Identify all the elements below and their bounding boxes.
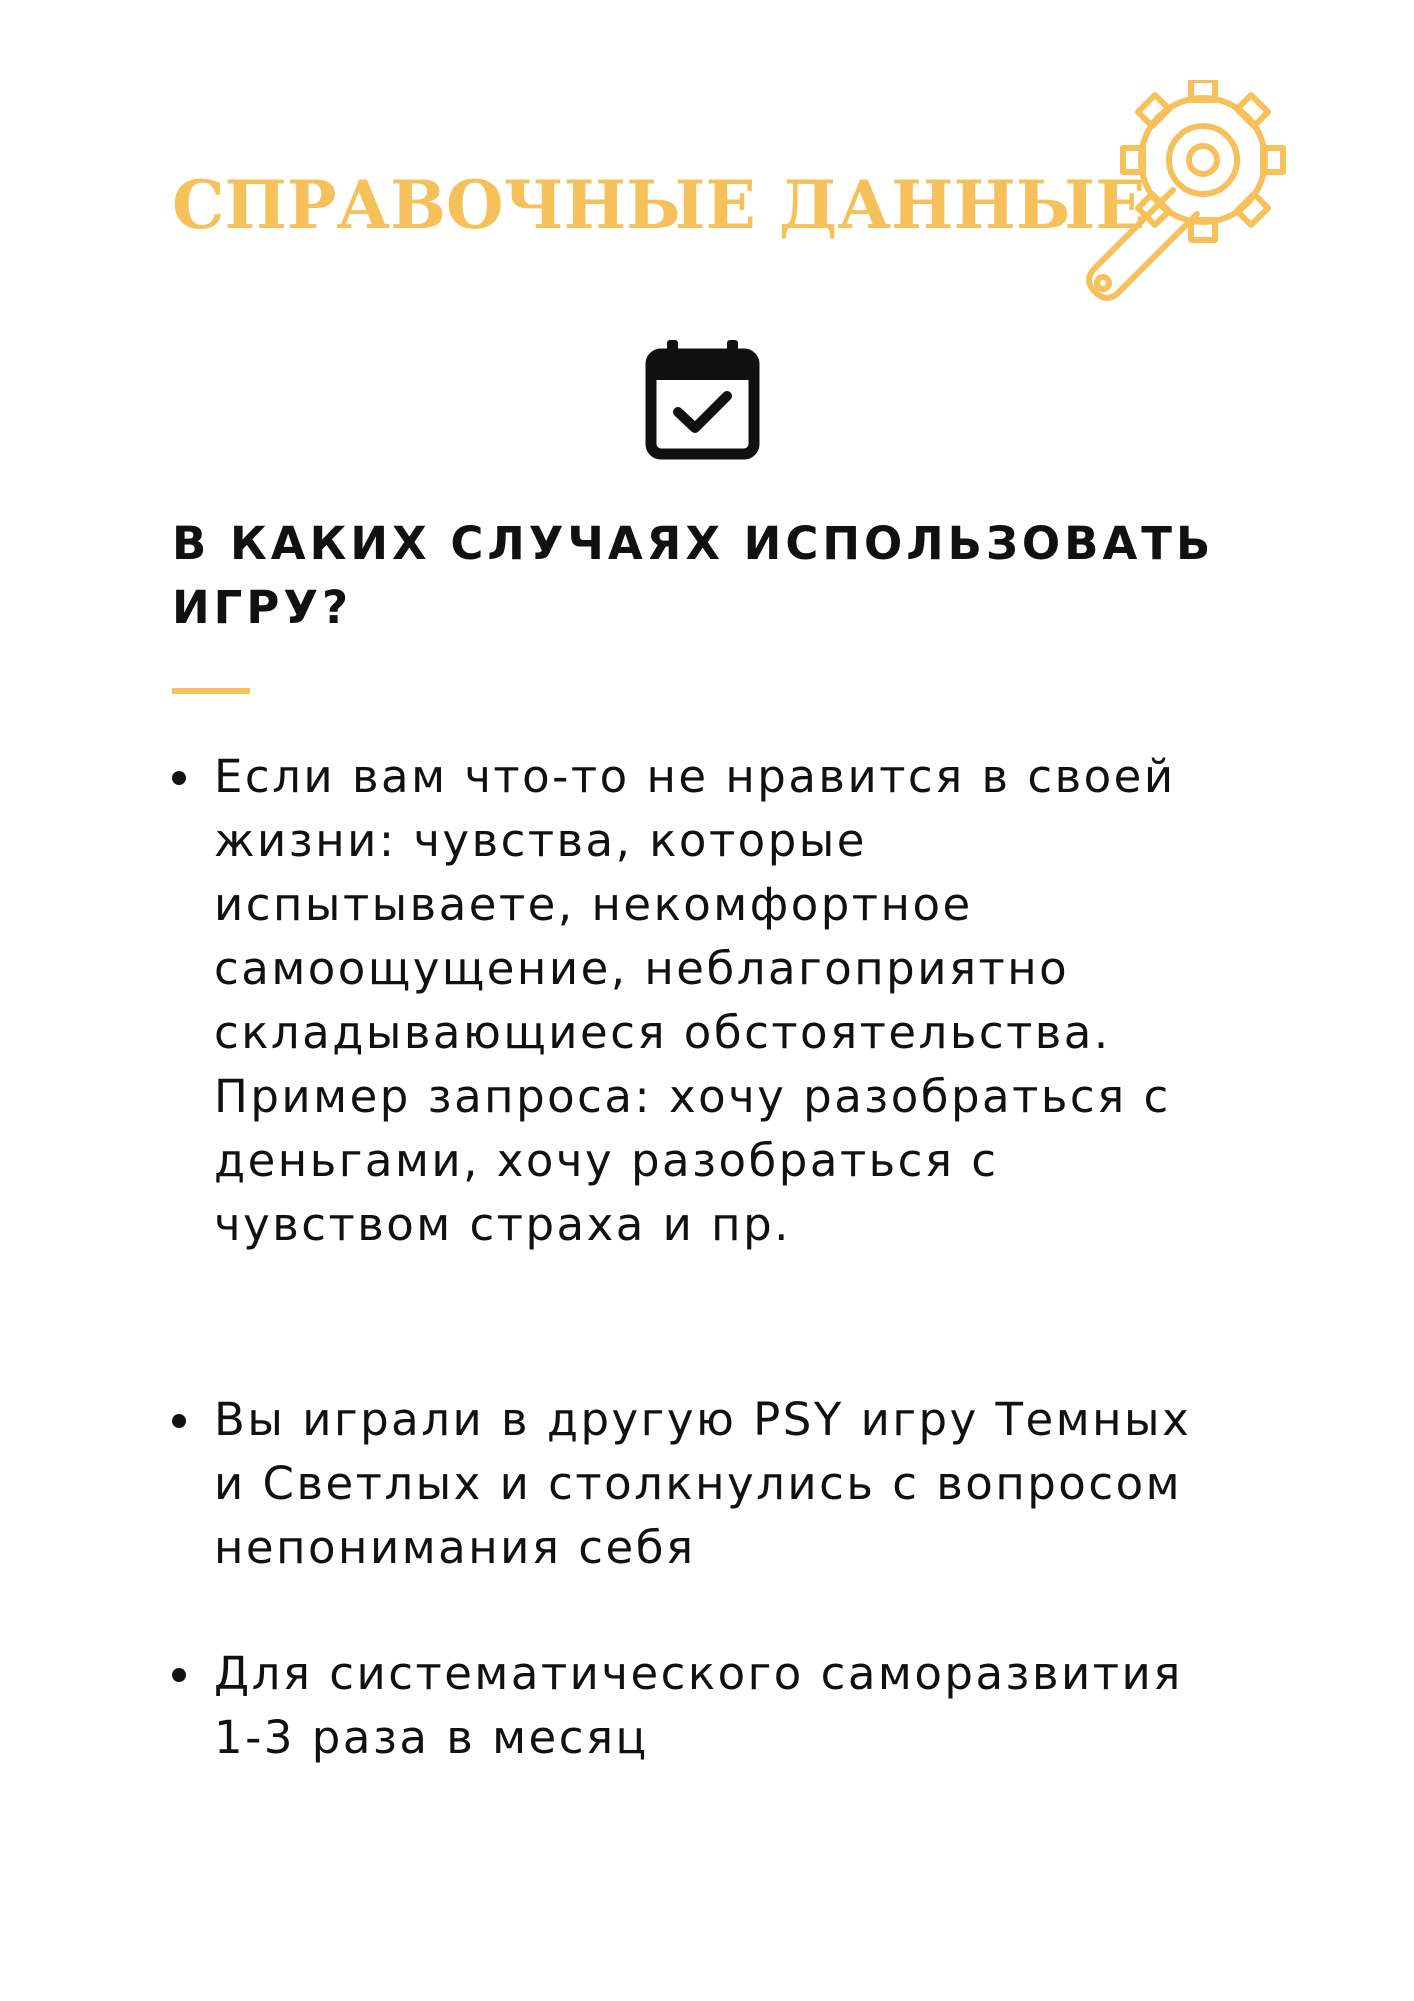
page-title: СПРАВОЧНЫЕ ДАННЫЕ bbox=[172, 166, 1146, 244]
list-item-line: Вы играли в другую PSY игру Темных bbox=[214, 1393, 1192, 1446]
list-item-text bbox=[214, 745, 1344, 1257]
list-item-text bbox=[214, 1642, 1344, 1770]
list-item-text bbox=[214, 1388, 1344, 1580]
section-heading bbox=[172, 512, 1322, 640]
list-item-line: непонимания себя bbox=[214, 1521, 696, 1574]
list-item-line: самоощущение, неблагоприятно bbox=[214, 942, 1070, 995]
list-item-line: чувством страха и пр. bbox=[214, 1198, 791, 1251]
list-item-line: складывающиеся обстоятельства. bbox=[214, 1006, 1111, 1059]
list-item-line: деньгами, хочу разобраться с bbox=[214, 1134, 999, 1187]
gear-wrench-icon bbox=[1065, 80, 1315, 315]
list-item-line: 1-3 раза в месяц bbox=[214, 1711, 649, 1764]
accent-divider bbox=[172, 688, 250, 694]
list-item-line: жизни: чувства, которые bbox=[214, 814, 867, 867]
section-heading-line: ИГРУ? bbox=[172, 581, 353, 634]
list-item-line: Если вам что-то не нравится в своей bbox=[214, 750, 1176, 803]
list-item-line: Для систематического саморазвития bbox=[214, 1647, 1183, 1700]
list-item-line: Пример запроса: хочу разобраться с bbox=[214, 1070, 1171, 1123]
bullet-icon bbox=[172, 771, 186, 785]
section-heading-line: В КАКИХ СЛУЧАЯХ ИСПОЛЬЗОВАТЬ bbox=[172, 517, 1215, 570]
calendar-check-icon bbox=[645, 338, 760, 460]
list-item-line: и Светлых и столкнулись с вопросом bbox=[214, 1457, 1183, 1510]
bullet-icon bbox=[172, 1414, 186, 1428]
list-item-line: испытываете, некомфортное bbox=[214, 878, 973, 931]
bullet-icon bbox=[172, 1668, 186, 1682]
